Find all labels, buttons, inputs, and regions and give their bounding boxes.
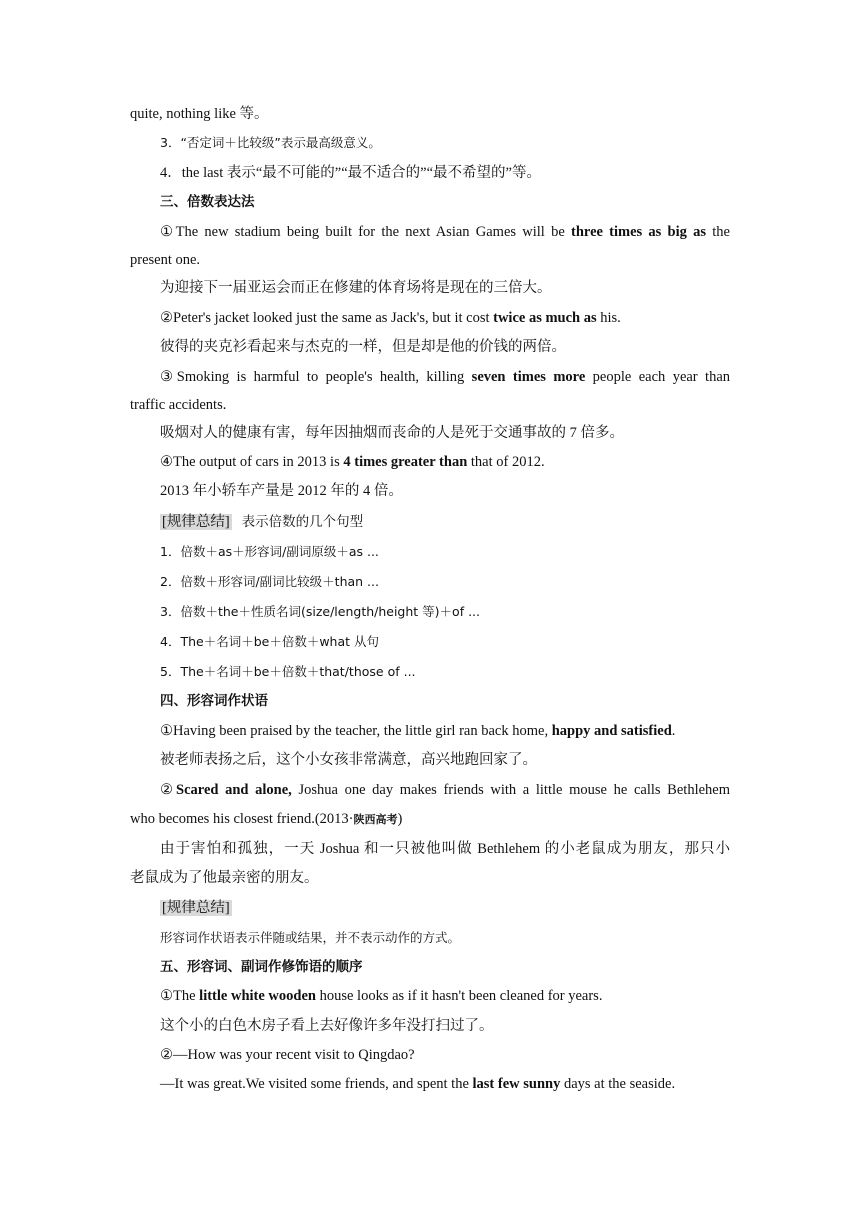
highlight: happy and satisfied — [551, 723, 672, 739]
example-sentence — [160, 986, 730, 1006]
summary-title: 表示倍数的几个句型 — [241, 514, 364, 530]
text: ④The output of cars in 2013 is — [160, 454, 344, 470]
example-sentence — [160, 308, 730, 328]
translation: 这个小的白色木房子看上去好像许多年没打扫过了。 — [160, 1018, 494, 1034]
text: ② — [160, 782, 177, 798]
pattern-item: 2．倍数＋形容词/副词比较级＋than ... — [160, 574, 379, 589]
translation: 老鼠成为了他最亲密的朋友。 — [130, 870, 319, 886]
example-sentence — [160, 1074, 730, 1094]
translation: 吸烟对人的健康有害，每年因抽烟而丧命的人是死于交通事故的 7 倍多。 — [160, 425, 624, 441]
rule-item — [160, 133, 730, 153]
rule-item — [160, 163, 730, 183]
summary-tag: [规律总结] — [162, 514, 230, 530]
text: 3．“否定词＋比较级”表示最高级意义。 — [160, 135, 381, 150]
text: people each year than — [585, 369, 731, 385]
summary-heading — [160, 898, 730, 918]
text: house looks as if it hasn't been cleaned for years. — [315, 988, 603, 1004]
text-line — [130, 104, 730, 124]
translation: 被老师表扬之后，这个小女孩非常满意，高兴地跑回家了。 — [160, 752, 537, 768]
section-heading: 三、倍数表达法 — [160, 194, 255, 210]
text: Joshua one day makes friends with a little mouse he calls Bethlehem — [291, 782, 730, 798]
summary-tag: [规律总结] — [162, 900, 230, 916]
example-sentence — [160, 780, 730, 800]
text: . — [671, 723, 676, 739]
text-line: traffic accidents. — [130, 397, 227, 413]
text: ) — [397, 811, 403, 827]
highlight: little white wooden — [199, 988, 316, 1004]
example-sentence — [160, 222, 730, 242]
text-line: present one. — [130, 252, 201, 268]
text: quite, nothing like 等。 — [130, 106, 269, 122]
text: —It was great.We visited some friends, and spent the — [160, 1076, 473, 1092]
example-sentence — [160, 721, 730, 741]
example-sentence — [160, 367, 730, 387]
text: ①Having been praised by the teacher, the little girl ran back home, — [160, 723, 552, 739]
source-label: 陕西高考 — [353, 813, 398, 826]
highlight: last few sunny — [472, 1076, 561, 1092]
text-line — [130, 809, 730, 830]
pattern-item: 5．The＋名词＋be＋倍数＋that/those of ... — [160, 664, 416, 679]
translation: 由于害怕和孤独，一天 Joshua 和一只被他叫做 Bethlehem 的小老鼠成为朋友，那只小 — [160, 841, 730, 857]
highlight: 4 times greater than — [343, 454, 468, 470]
text: that of 2012. — [467, 454, 545, 470]
summary-text: 形容词作状语表示伴随或结果，并不表示动作的方式。 — [160, 930, 461, 945]
text: ①The new stadium being built for the next Asian Games will be — [160, 224, 571, 240]
text: 4．the last 表示“最不可能的”“最不适合的”“最不希望的”等。 — [160, 165, 541, 181]
text: ②Peter's jacket looked just the same as Jack's, but it cost — [160, 310, 494, 326]
highlight: Scared and alone, — [176, 782, 292, 798]
highlight: seven times more — [471, 369, 586, 385]
pattern-item: 4．The＋名词＋be＋倍数＋what 从句 — [160, 634, 380, 649]
pattern-item: 3．倍数＋the＋性质名词(size/length/height 等)＋of ... — [160, 604, 480, 619]
section-heading: 五、形容词、副词作修饰语的顺序 — [160, 959, 363, 975]
example-sentence — [160, 452, 730, 472]
text: days at the seaside. — [560, 1076, 676, 1092]
translation: 2013 年小轿车产量是 2012 年的 4 倍。 — [160, 483, 403, 499]
text: ③Smoking is harmful to people's health, killing — [160, 369, 472, 385]
highlight: twice as much as — [493, 310, 597, 326]
text: his. — [596, 310, 621, 326]
pattern-item: 1．倍数＋as＋形容词/副词原级＋as ... — [160, 544, 379, 559]
summary-heading — [160, 512, 730, 532]
section-heading: 四、形容词作状语 — [160, 693, 268, 709]
text: ①The — [160, 988, 200, 1004]
highlight: three times as big as — [571, 224, 707, 240]
example-sentence: ②—How was your recent visit to Qingdao? — [160, 1047, 415, 1063]
text: who becomes his closest friend.(2013· — [130, 811, 354, 827]
translation: 为迎接下一届亚运会而正在修建的体育场将是现在的三倍大。 — [160, 280, 552, 296]
text: the — [706, 224, 730, 240]
translation: 彼得的夹克衫看起来与杰克的一样，但是却是他的价钱的两倍。 — [160, 339, 566, 355]
